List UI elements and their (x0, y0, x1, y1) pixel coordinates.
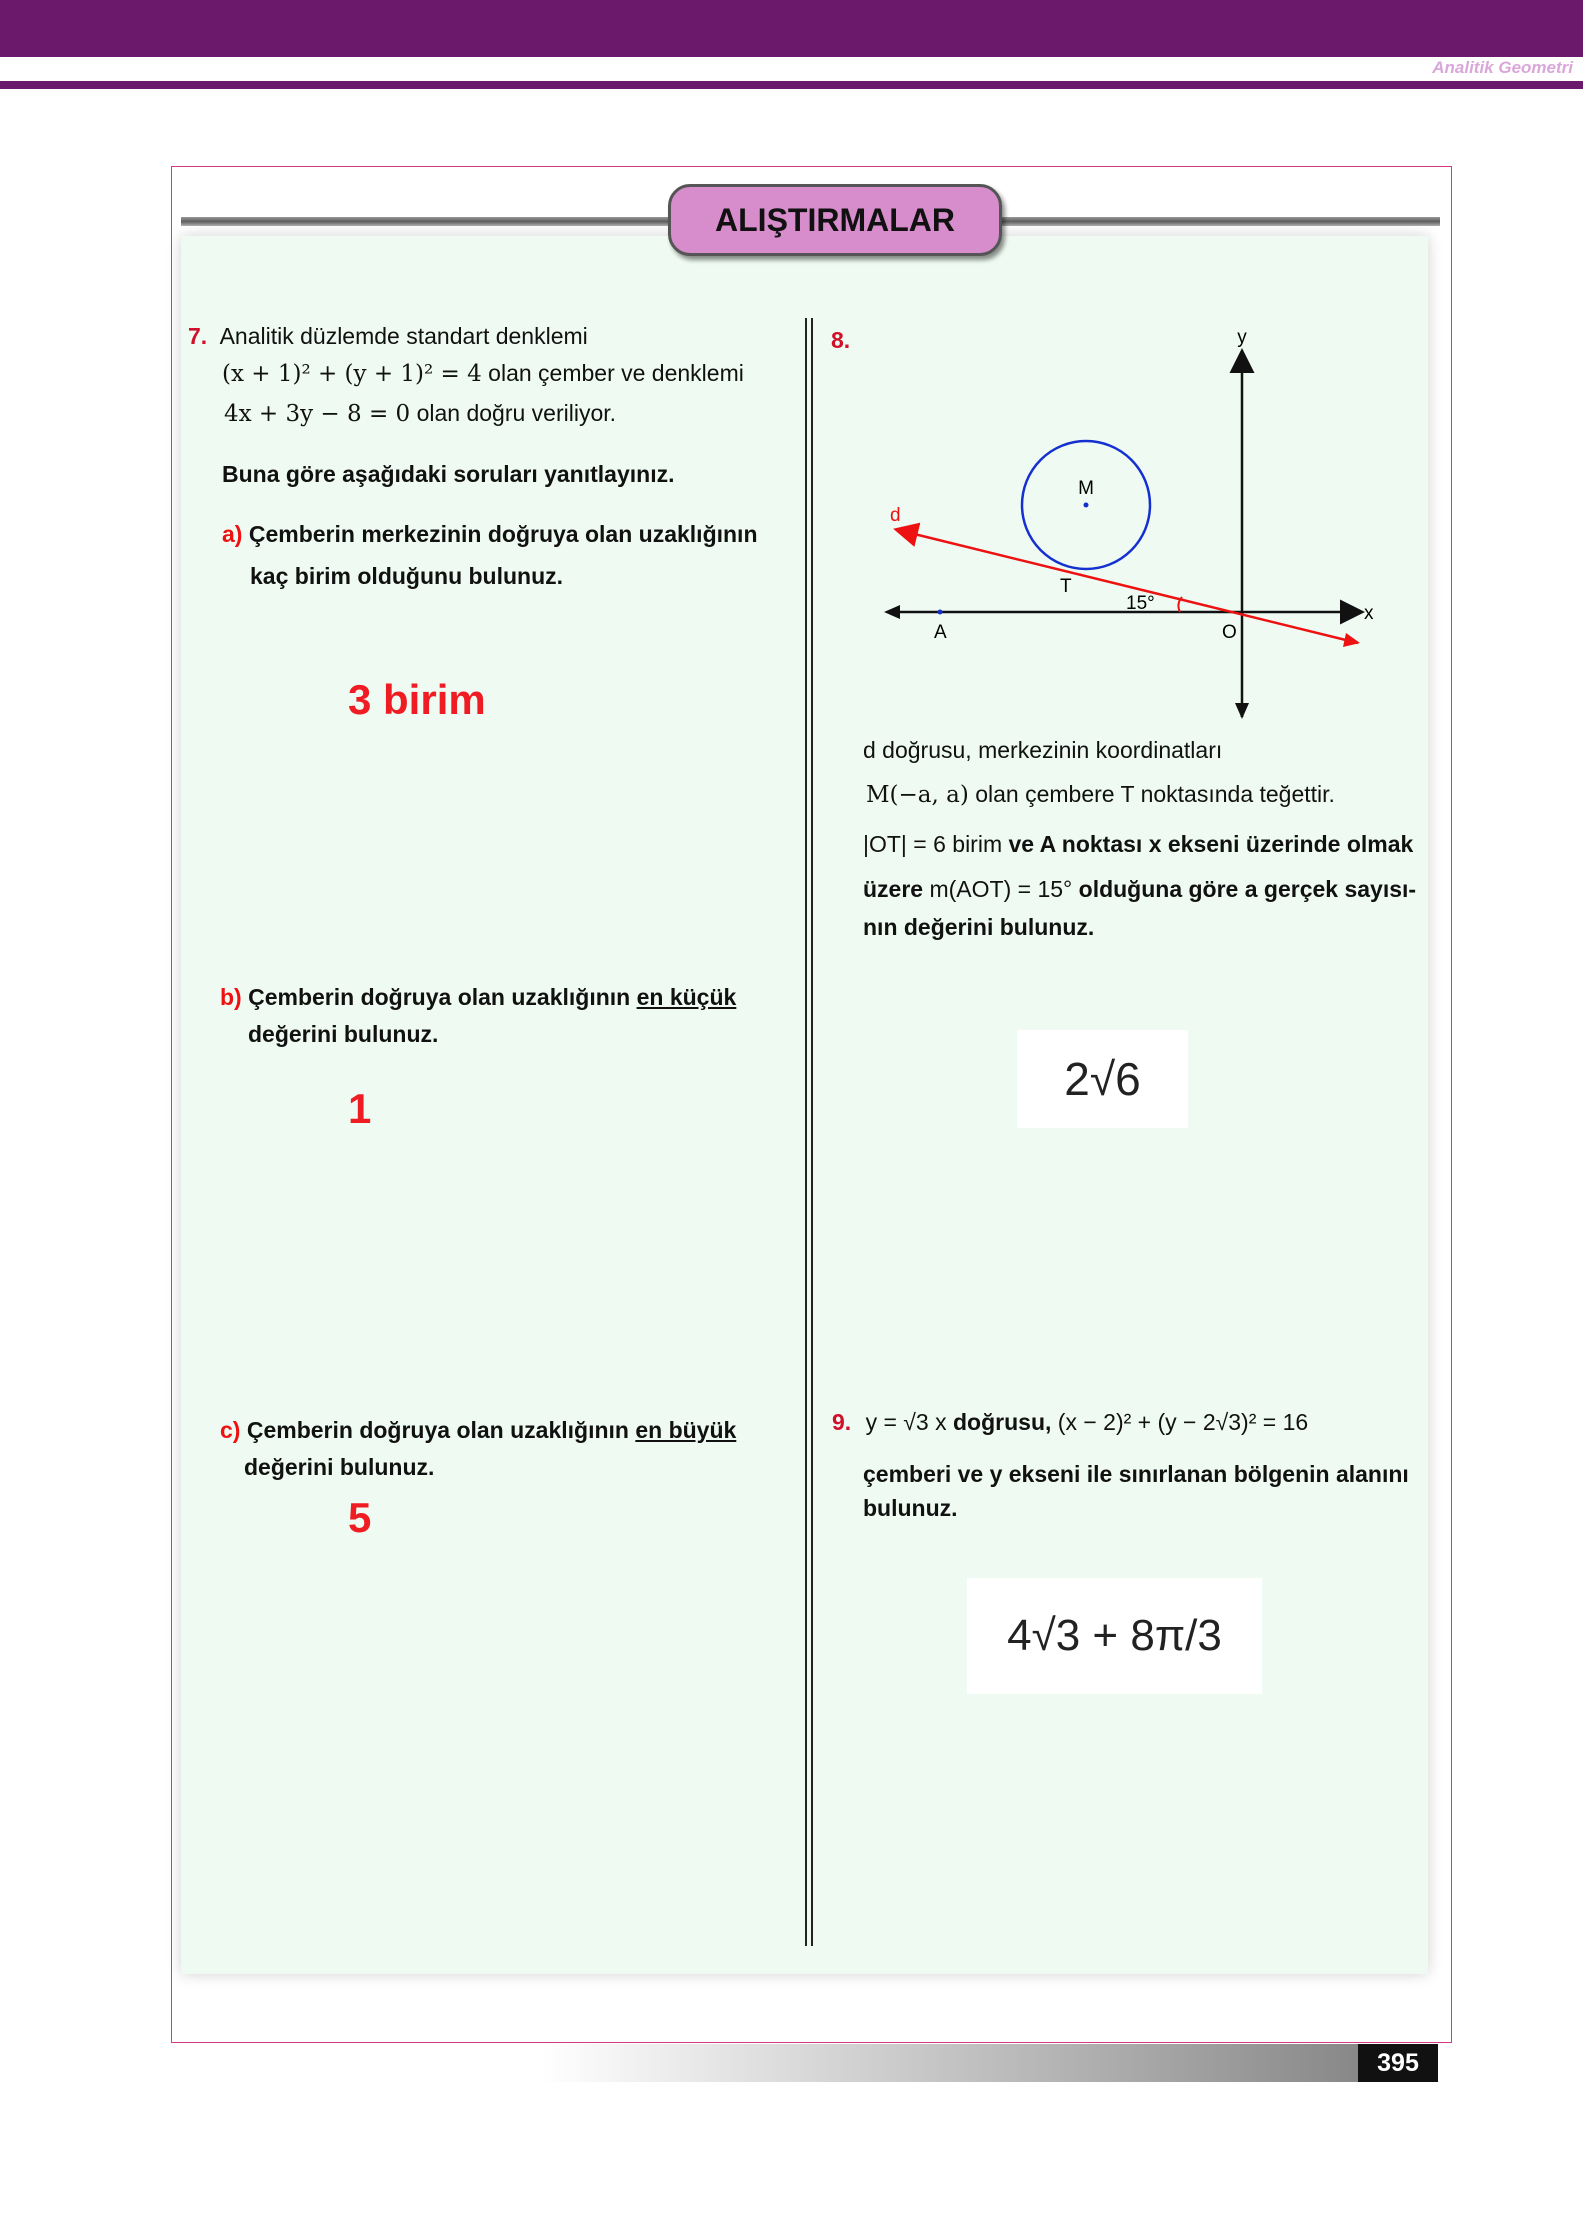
q7-number: 7. (188, 323, 208, 349)
q8-text4 (863, 876, 1416, 904)
label-m: M (1078, 478, 1094, 499)
q8-text3-rest: ve A noktası x ekseni üzerinde olmak (1008, 831, 1414, 857)
q7-line2 (222, 360, 744, 389)
q7c-answer: 5 (348, 1494, 372, 1541)
q8-text1: d doğrusu, merkezinin koordinatları (863, 737, 1223, 763)
point-a (938, 610, 943, 615)
q9-answer: 4√3 + 8π/3 (967, 1578, 1262, 1694)
page-number: 395 (1358, 2044, 1438, 2082)
q7c-label: c) (220, 1417, 241, 1443)
label-o: O (1222, 622, 1237, 643)
title-rule-right (1000, 217, 1440, 226)
q9-line-equation: y = √3 x (865, 1409, 947, 1435)
line-d-right-arrow (1343, 633, 1360, 647)
q7-line-equation: 4x + 3y − 8 = 0 (224, 401, 411, 427)
q7-line3 (224, 400, 616, 429)
label-a: A (934, 622, 947, 643)
q8-ot-length: |OT| = 6 birim (863, 831, 1003, 857)
q9-number: 9. (832, 1409, 852, 1435)
section-heading: ALIŞTIRMALAR (668, 184, 1002, 256)
q7-circle-equation: (x + 1)² + (y + 1)² = 4 (222, 361, 482, 387)
q8-center-coords: M(−a, a) (866, 782, 969, 808)
top-bar (0, 0, 1583, 57)
q8-number: 8. (831, 327, 851, 353)
q7-line1: Analitik düzlemde standart denklemi (219, 323, 588, 349)
q7c-question: Çemberin doğruya olan uzaklığının (246, 1417, 629, 1443)
q7a-question: Çemberin merkezinin doğruya olan uzaklığının (248, 521, 758, 547)
q7-line2-text: olan çember ve denklemi (488, 360, 744, 386)
label-t: T (1060, 576, 1072, 597)
column-divider (805, 318, 813, 1946)
label-d: d (890, 505, 901, 526)
y-axis-bottom-arrow (1235, 703, 1249, 719)
label-y: y (1237, 327, 1247, 348)
q8-text4-b: olduğuna göre a gerçek sayısı- (1078, 876, 1417, 902)
q9-text1: doğrusu, (953, 1409, 1052, 1435)
q7b-question: Çemberin doğruya olan uzaklığının (248, 984, 631, 1010)
q7b-emphasis: en küçük (636, 984, 737, 1010)
q7a-text1 (222, 521, 758, 549)
section-title: Analitik Geometri (1432, 58, 1573, 77)
q8-text4-a: üzere (863, 876, 924, 902)
q9-text3: bulunuz. (863, 1495, 958, 1521)
q7c-text1 (220, 1417, 736, 1445)
center-point-m (1084, 503, 1089, 508)
q7b-answer: 1 (348, 1085, 372, 1132)
line-d (898, 530, 1358, 643)
q8-text5: nın değerini bulunuz. (863, 914, 1095, 940)
q7c-emphasis: en büyük (635, 1417, 737, 1443)
q8-text2 (866, 781, 1335, 810)
q8-angle-measure: m(AOT) = 15° (929, 876, 1073, 902)
q8-text2-rest: olan çembere T noktasında teğettir. (975, 781, 1335, 807)
footer-gradient (540, 2044, 1358, 2082)
q9-circle-equation: (x − 2)² + (y − 2√3)² = 16 (1057, 1409, 1309, 1435)
q7c-text2: değerini bulunuz. (244, 1454, 435, 1480)
q7a-label: a) (222, 521, 243, 547)
q8-figure (870, 325, 1390, 725)
q7-line3-text: olan doğru veriliyor. (416, 400, 617, 426)
q7a-answer: 3 birim (348, 676, 486, 723)
q7-block (188, 323, 588, 351)
q7-prompt: Buna göre aşağıdaki soruları yanıtlayınız. (222, 461, 675, 487)
title-rule-left (181, 217, 671, 226)
label-x: x (1364, 603, 1374, 624)
q8-text3 (863, 831, 1413, 859)
q9-text2: çemberi ve y ekseni ile sınırlanan bölgenin alanını (863, 1461, 1409, 1487)
q9-line1 (832, 1409, 1308, 1437)
top-rule (0, 81, 1583, 89)
q8-answer: 2√6 (1017, 1030, 1188, 1128)
x-axis-left-arrow (884, 605, 900, 619)
q7a-text2: kaç birim olduğunu bulunuz. (250, 563, 564, 589)
q7b-label: b) (220, 984, 242, 1010)
label-angle: 15° (1126, 593, 1155, 614)
q7b-text2: değerini bulunuz. (248, 1021, 439, 1047)
q7b-text1 (220, 984, 736, 1012)
